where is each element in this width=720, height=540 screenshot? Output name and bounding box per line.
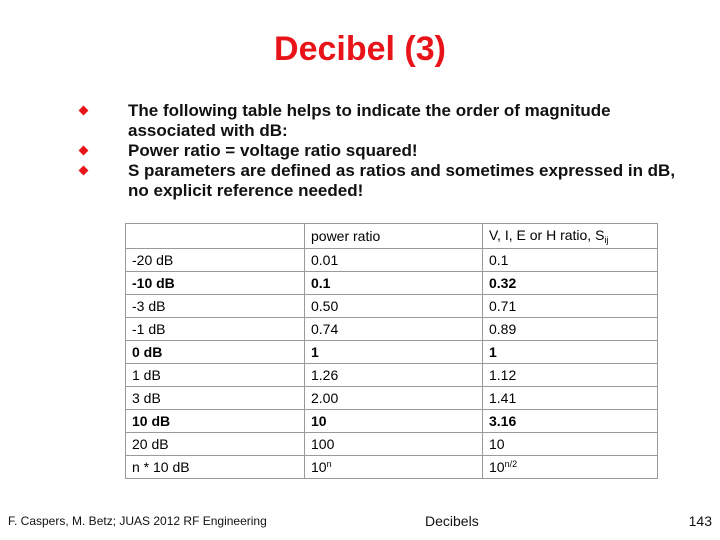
cell-power-ratio: 2.00 [305,387,483,410]
bullet-list [84,101,684,201]
table-row [126,272,658,295]
table-header-row [126,224,658,249]
bullet-text: The following table helps to indicate the order of magnitude associated with dB: [128,101,611,140]
table-row [126,387,658,410]
header-cell-db [126,224,305,249]
cell-power-ratio [305,456,483,479]
power-exponent: n [326,459,332,469]
slide-title: Decibel (3) [274,30,446,68]
bullet-diamond-icon [79,166,89,176]
bullet-text: Power ratio = voltage ratio squared! [128,141,418,160]
cell-db: -10 dB [126,272,305,295]
cell-db: 1 dB [126,364,305,387]
header-cell-power-ratio: power ratio [305,224,483,249]
page-number: 143 [688,513,712,529]
bullet-diamond-icon [79,146,89,156]
cell-voltage-ratio: 1 [483,341,658,364]
cell-db: 3 dB [126,387,305,410]
footer-author: F. Caspers, M. Betz; JUAS 2012 RF Engineering [8,514,267,528]
cell-voltage-ratio: 0.71 [483,295,658,318]
table-row [126,318,658,341]
cell-power-ratio: 0.50 [305,295,483,318]
bullet-diamond-icon [79,106,89,116]
table-row [126,364,658,387]
cell-db: -3 dB [126,295,305,318]
cell-power-ratio: 0.01 [305,249,483,272]
footer-section: Decibels [425,513,479,529]
bullet-item [84,161,684,201]
table-row-last [126,456,658,479]
cell-power-ratio: 1 [305,341,483,364]
bullet-item [84,101,684,141]
header-voltage-ratio-subscript: ij [604,235,609,245]
table-row [126,433,658,456]
cell-voltage-ratio: 10 [483,433,658,456]
cell-power-ratio: 10 [305,410,483,433]
cell-db: -20 dB [126,249,305,272]
cell-voltage-ratio: 0.89 [483,318,658,341]
ratio-exponent: n/2 [504,459,518,469]
table-row [126,410,658,433]
power-base: 10 [311,459,327,475]
cell-voltage-ratio: 1.12 [483,364,658,387]
header-cell-voltage-ratio [483,224,658,249]
cell-db: -1 dB [126,318,305,341]
bullet-item [84,141,684,161]
cell-db: 10 dB [126,410,305,433]
cell-power-ratio: 0.74 [305,318,483,341]
bullet-text: S parameters are defined as ratios and sometimes expressed in dB, no explicit reference needed! [128,161,676,200]
cell-voltage-ratio: 0.1 [483,249,658,272]
cell-voltage-ratio [483,456,658,479]
table-row [126,249,658,272]
cell-db: n * 10 dB [126,456,305,479]
decibel-table [125,223,658,479]
cell-db: 0 dB [126,341,305,364]
table-row [126,341,658,364]
cell-voltage-ratio: 3.16 [483,410,658,433]
cell-power-ratio: 1.26 [305,364,483,387]
header-voltage-ratio-text: V, I, E or H ratio, S [489,227,605,243]
cell-voltage-ratio: 0.32 [483,272,658,295]
ratio-base: 10 [489,459,505,475]
cell-voltage-ratio: 1.41 [483,387,658,410]
cell-db: 20 dB [126,433,305,456]
table-row [126,295,658,318]
cell-power-ratio: 100 [305,433,483,456]
cell-power-ratio: 0.1 [305,272,483,295]
